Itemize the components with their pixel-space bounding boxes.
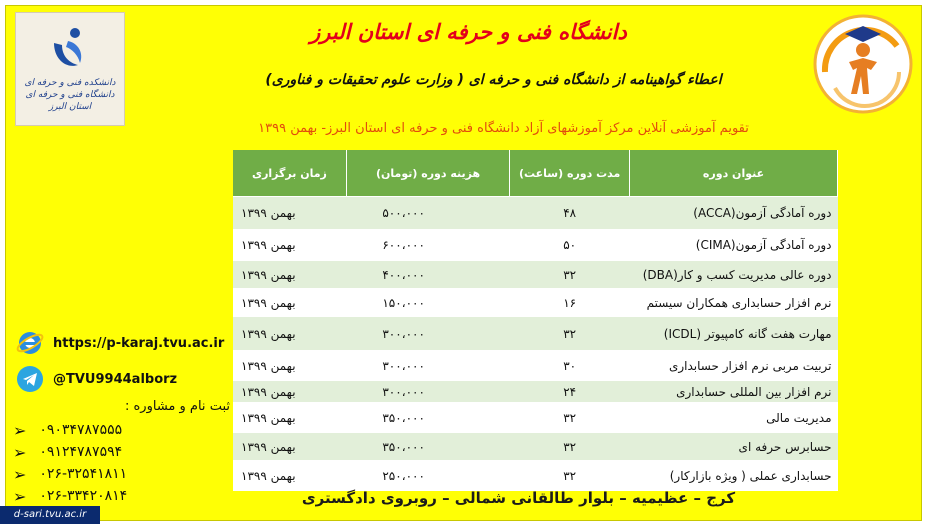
course-hours: ۳۲ <box>510 461 630 491</box>
course-hours: ۳۲ <box>510 403 630 433</box>
header-date: زمان برگزاری <box>233 150 346 197</box>
course-date: بهمن ۱۳۹۹ <box>233 403 346 433</box>
internet-explorer-icon <box>13 328 47 358</box>
table-row <box>233 230 838 261</box>
website-link[interactable]: https://p-karaj.tvu.ac.ir <box>53 335 225 351</box>
table-row <box>233 381 838 403</box>
calendar-heading: تقویم آموزشی آنلاین مرکز آموزشهای آزاد دانشگاه فنی و حرفه ای استان البرز- بهمن ۱۳۹۹ <box>258 121 749 136</box>
course-date: بهمن ۱۳۹۹ <box>233 197 346 230</box>
course-fee: ۳۵۰،۰۰۰ <box>346 403 509 433</box>
courses-table <box>233 150 838 491</box>
course-fee: ۵۰۰،۰۰۰ <box>346 197 509 230</box>
course-hours: ۵۰ <box>510 230 630 261</box>
site-watermark: d-sari.tvu.ac.ir <box>0 506 100 524</box>
course-date: بهمن ۱۳۹۹ <box>233 381 346 403</box>
telegram-icon <box>13 364 47 394</box>
course-hours: ۳۲ <box>510 433 630 461</box>
course-hours: ۴۸ <box>510 197 630 230</box>
footer-address: کرج – عظیمیه – بلوار طالقانی شمالی – روبروی دادگستری <box>301 489 736 507</box>
page-title: دانشگاه فنی و حرفه ای استان البرز <box>310 20 627 44</box>
course-title: دوره عالی مدیریت کسب و کار(DBA) <box>630 261 838 289</box>
course-fee: ۴۰۰،۰۰۰ <box>346 261 509 289</box>
course-title: دوره آمادگی آزمون(ACCA) <box>630 197 838 230</box>
course-hours: ۳۲ <box>510 261 630 289</box>
table-row <box>233 317 838 351</box>
header-course-title: عنوان دوره <box>630 150 838 197</box>
arrow-bullet-icon: ➢ <box>13 486 28 506</box>
course-title: مهارت هفت گانه کامپیوتر (ICDL) <box>630 317 838 351</box>
course-fee: ۶۰۰،۰۰۰ <box>346 230 509 261</box>
university-logo-left <box>15 12 125 126</box>
arrow-bullet-icon: ➢ <box>13 464 28 484</box>
table-row <box>233 261 838 289</box>
course-date: بهمن ۱۳۹۹ <box>233 230 346 261</box>
course-title: تربیت مربی نرم افزار حسابداری <box>630 351 838 381</box>
course-hours: ۳۲ <box>510 317 630 351</box>
table-row <box>233 351 838 381</box>
table-row <box>233 433 838 461</box>
table-body <box>233 197 838 491</box>
course-title: نرم افزار بین المللی حسابداری <box>630 381 838 403</box>
course-date: بهمن ۱۳۹۹ <box>233 433 346 461</box>
page-subtitle: اعطاء گواهینامه از دانشگاه فنی و حرفه ای ( وزارت علوم تحقیقات و فناوری) <box>265 72 722 88</box>
logo-caption: دانشکده فنی و حرفه ای دانشگاه فنی و حرفه ای استان البرز <box>24 78 116 112</box>
tvu-logo-icon <box>48 25 88 73</box>
course-hours: ۳۰ <box>510 351 630 381</box>
header-duration: مدت دوره (ساعت) <box>510 150 630 197</box>
website-row[interactable] <box>13 325 228 361</box>
header-fee: هزینه دوره (تومان) <box>346 150 509 197</box>
phone-number[interactable]: ۰۹۱۲۴۷۸۷۵۹۴ <box>39 444 123 460</box>
course-date: بهمن ۱۳۹۹ <box>233 461 346 491</box>
arrow-bullet-icon: ➢ <box>13 420 28 440</box>
phone-item[interactable] <box>13 463 213 485</box>
graduate-figure-logo <box>811 12 915 116</box>
course-fee: ۳۰۰،۰۰۰ <box>346 351 509 381</box>
course-title: مدیریت مالی <box>630 403 838 433</box>
table-row <box>233 197 838 230</box>
course-fee: ۳۵۰،۰۰۰ <box>346 433 509 461</box>
course-title: نرم افزار حسابداری همکاران سیستم <box>630 289 838 317</box>
contact-block <box>13 325 228 397</box>
course-fee: ۲۵۰،۰۰۰ <box>346 461 509 491</box>
phone-list <box>13 419 213 507</box>
course-hours: ۲۴ <box>510 381 630 403</box>
course-fee: ۳۰۰،۰۰۰ <box>346 317 509 351</box>
phone-number[interactable]: ۰۲۶-۳۲۵۴۱۸۱۱ <box>39 466 128 482</box>
course-date: بهمن ۱۳۹۹ <box>233 289 346 317</box>
arrow-bullet-icon: ➢ <box>13 442 28 462</box>
phone-item[interactable] <box>13 441 213 463</box>
telegram-handle[interactable]: @TVU9944alborz <box>53 371 178 387</box>
table-header-row <box>233 150 838 197</box>
course-date: بهمن ۱۳۹۹ <box>233 317 346 351</box>
course-fee: ۱۵۰،۰۰۰ <box>346 289 509 317</box>
course-title: حسابرس حرفه ای <box>630 433 838 461</box>
course-date: بهمن ۱۳۹۹ <box>233 261 346 289</box>
course-fee: ۳۰۰،۰۰۰ <box>346 381 509 403</box>
table-row <box>233 403 838 433</box>
table-row <box>233 289 838 317</box>
phone-item[interactable] <box>13 419 213 441</box>
phone-number[interactable]: ۰۹۰۳۴۷۸۷۵۵۵ <box>39 422 123 438</box>
course-title: دوره آمادگی آزمون(CIMA) <box>630 230 838 261</box>
course-date: بهمن ۱۳۹۹ <box>233 351 346 381</box>
course-hours: ۱۶ <box>510 289 630 317</box>
phone-item[interactable] <box>13 485 213 507</box>
telegram-row[interactable] <box>13 361 228 397</box>
phone-number[interactable]: ۰۲۶-۳۳۴۲۰۸۱۴ <box>39 488 128 504</box>
course-title: حسابداری عملی ( ویژه بازارکار) <box>630 461 838 491</box>
table-row <box>233 461 838 491</box>
register-label: ثبت نام و مشاوره : <box>124 399 230 414</box>
